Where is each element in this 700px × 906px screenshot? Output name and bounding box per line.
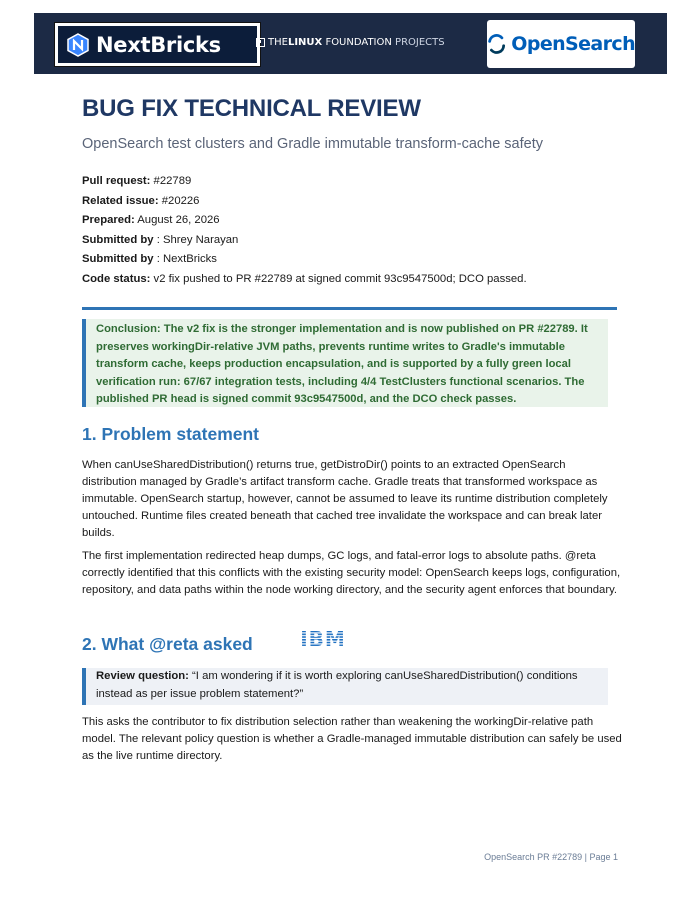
section-2-heading: 2. What @reta asked (82, 634, 253, 654)
metadata-block (82, 172, 642, 289)
section-1-paragraph-2: The first implementation redirected heap dumps, GC logs, and fatal-error logs to absolute paths. @reta correctly identified that this conflicts with the existing security model: OpenSearch keeps logs, configuration, repository, and data paths within the node working directory, and the security agent enforces that boundary. (82, 550, 621, 596)
meta-pull-request: Pull request: #22789 (82, 175, 192, 187)
review-question-text: Review question: “I am wondering if it is worth exploring canUseSharedDistribution() conditions instead as per issue problem statement?” (96, 670, 578, 700)
opensearch-logo-text: OpenSearch (511, 33, 635, 55)
page-footer: OpenSearch PR #22789 | Page 1 (484, 852, 618, 862)
svg-text:IBM: IBM (300, 628, 346, 650)
header-banner (34, 13, 667, 74)
opensearch-mark-icon (487, 33, 506, 55)
linux-foundation-mark-icon (256, 38, 265, 47)
conclusion-callout (82, 319, 608, 407)
opensearch-logo (487, 20, 635, 68)
document-subtitle: OpenSearch test clusters and Gradle immutable transform-cache safety (82, 136, 543, 152)
conclusion-text: Conclusion: The v2 fix is the stronger implementation and is now published on PR #22789. It preserves workingDir-relative JVM paths, prevents runtime writes to Gradle's immutable transform cache, keeps production encapsulation, and is supported by a fully green local verification run: 67/67 integration tests, including 4/4 TestClusters functional scenarios. The published PR head is signed commit 93c9547500d, and the DCO check passes. (96, 323, 588, 406)
meta-related-issue: Related issue: #20226 (82, 194, 200, 207)
review-question-callout (82, 668, 608, 705)
linux-foundation-logo: THE LINUX FOUNDATION PROJECTS (256, 35, 445, 49)
meta-code-status: Code status: v2 fix pushed to PR #22789 at signed commit 93c9547500d; DCO passed. (82, 272, 527, 285)
meta-submitted-by-person: Submitted by : Shrey Narayan (82, 233, 239, 246)
meta-prepared-date: Prepared: August 26, 2026 (82, 214, 220, 226)
nextbricks-logo (54, 22, 261, 67)
document-title: BUG FIX TECHNICAL REVIEW (82, 95, 421, 122)
section-2-paragraph: This asks the contributor to fix distribution selection rather than weakening the workingDir-relative path model. The relevant policy question is whether a Gradle-managed immutable distribution can safely be used as the live runtime directory. (82, 716, 622, 762)
ibm-logo-icon (296, 628, 350, 650)
section-divider (82, 307, 617, 310)
nextbricks-icon (67, 33, 89, 57)
section-1-paragraph-1: When canUseSharedDistribution() returns true, getDistroDir() points to an extracted OpenSearch distribution managed by Gradle’s artifact transform cache. Gradle treats that transformed workspace as immutable. OpenSearch startup, however, cannot be assumed to leave its runtime distribution completely untouched. Runtime files created beneath that cached tree invalidate the workspace and can break later builds. (82, 459, 608, 539)
nextbricks-logo-text: NextBricks (96, 32, 221, 57)
meta-submitted-by-org: Submitted by : NextBricks (82, 253, 217, 265)
section-1-heading: 1. Problem statement (82, 424, 259, 444)
